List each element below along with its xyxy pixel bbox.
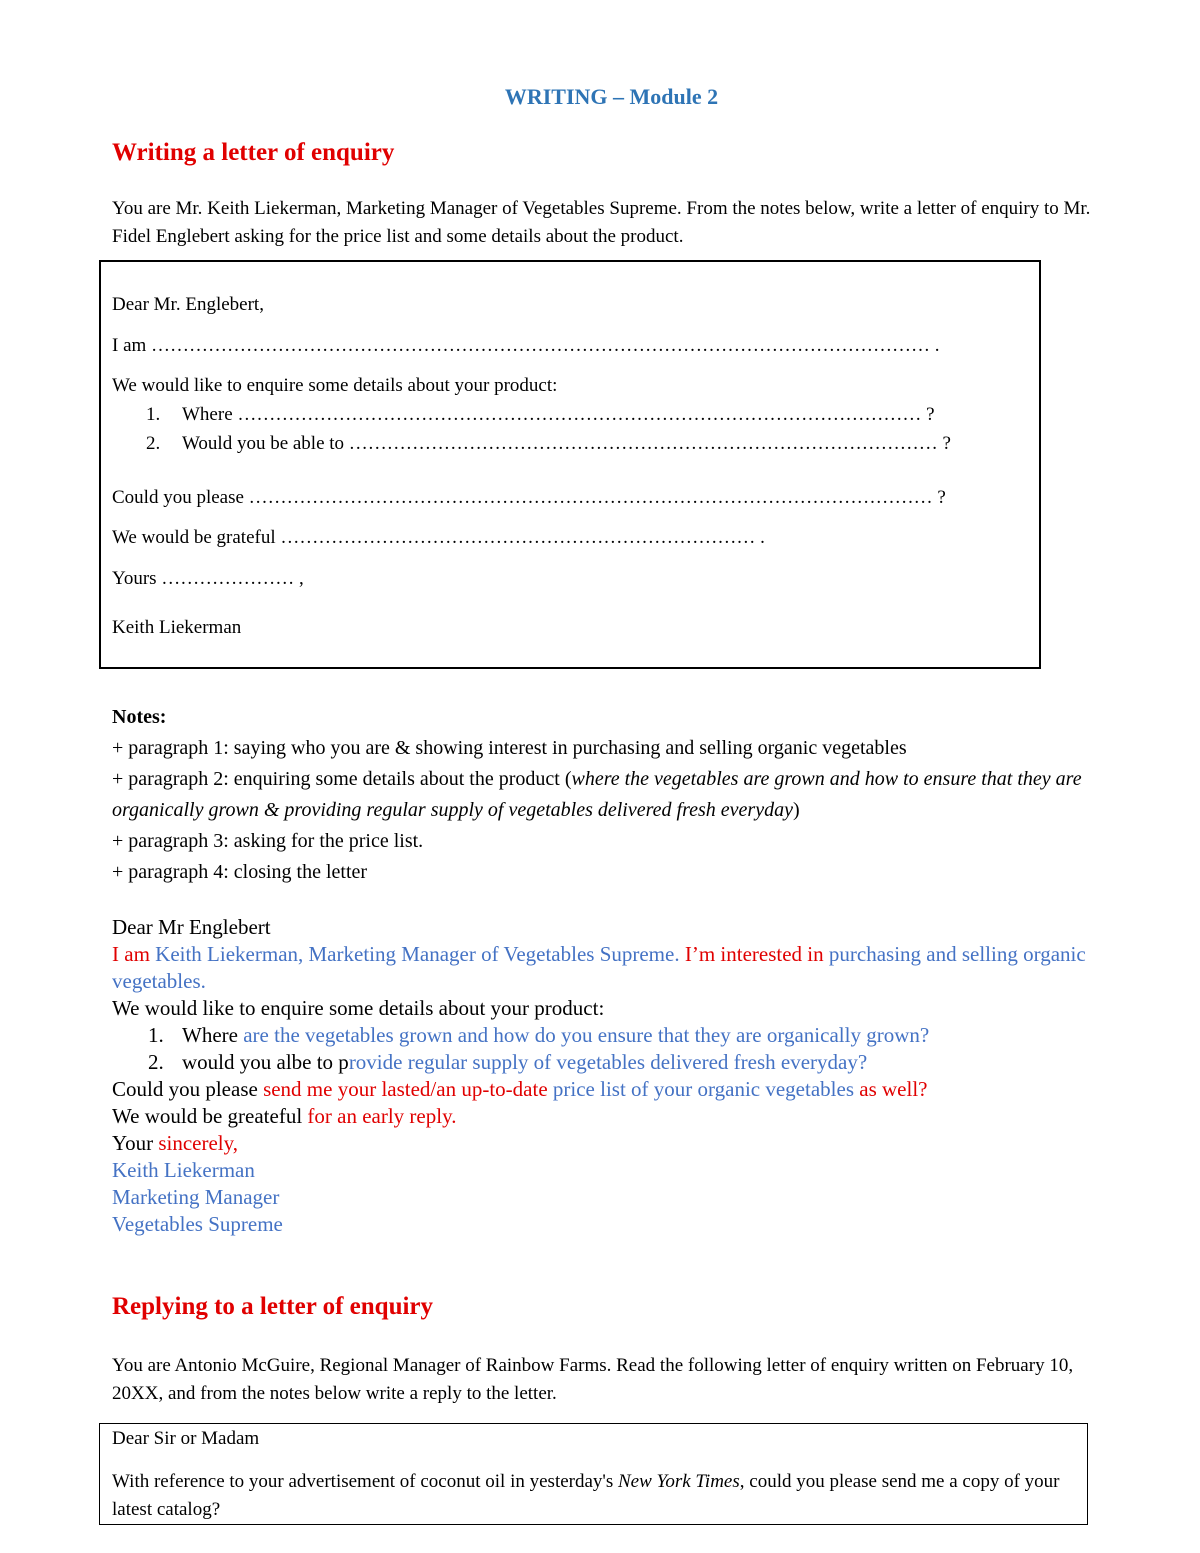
notes-section: [112, 702, 1102, 888]
answer-item: 2. would you albe to provide regular supply of vegetables delivered fresh everyday?: [148, 1050, 868, 1074]
template-line-yours: Yours ………………… ,: [112, 568, 304, 589]
answer-signature-name: Keith Liekerman: [112, 1158, 255, 1182]
notes-label: Notes:: [112, 706, 167, 728]
answer-enquire: We would like to enquire some details about your product:: [112, 996, 605, 1020]
template-line-could: Could you please ……………………………………………………………………………………………… ?: [112, 487, 946, 508]
answer-greeting: Dear Mr Englebert: [112, 915, 271, 939]
template-item-where: Where ……………………………………………………………………………………………… ?: [182, 404, 935, 425]
enquiry-letter-box: [99, 1423, 1088, 1525]
note-paragraph-3: + paragraph 3: asking for the price list.: [112, 830, 424, 852]
template-item-number: 1.: [146, 404, 161, 425]
note-paragraph-2: + paragraph 2: enquiring some details about the product (where the vegetables are grown and how to ensure that they are organically grown & providing regular supply of vegetables delivered fresh everyday): [112, 768, 1082, 821]
answer-grateful: We would be greateful for an early reply.: [112, 1104, 457, 1128]
letter-template-box: [99, 260, 1041, 669]
template-signature: Keith Liekerman: [112, 617, 242, 638]
template-greeting: Dear Mr. Englebert,: [112, 294, 264, 315]
note-paragraph-1: + paragraph 1: saying who you are & showing interest in purchasing and selling organic vegetables: [112, 737, 907, 759]
template-line-i-am: I am …………………………………………………………………………………………………………… .: [112, 335, 940, 356]
enquiry-letter-body: With reference to your advertisement of coconut oil in yesterday's New York Times, could you please send me a copy of your latest catalog?: [112, 1471, 1060, 1520]
template-item-able: Would you be able to ………………………………………………………………………………… ?: [182, 433, 951, 454]
answer-signature-company: Vegetables Supreme: [112, 1212, 283, 1236]
page-title: WRITING – Module 2: [504, 84, 719, 109]
template-line-enquire: We would like to enquire some details about your product:: [112, 375, 558, 396]
answer-closing: Your sincerely,: [112, 1131, 238, 1155]
section-heading-reply: Replying to a letter of enquiry: [112, 1293, 434, 1320]
section-intro-reply: You are Antonio McGuire, Regional Manager of Rainbow Farms. Read the following letter of enquiry written on February 10, 20XX, and from the notes below write a reply to the letter.: [112, 1355, 1074, 1404]
answer-signature-title: Marketing Manager: [112, 1185, 280, 1209]
template-item-number: 2.: [146, 433, 161, 454]
section-intro-enquiry: You are Mr. Keith Liekerman, Marketing Manager of Vegetables Supreme. From the notes below, write a letter of enquiry to Mr. Fidel Englebert asking for the price list and some details about the product.: [112, 198, 1091, 247]
template-line-grateful: We would be grateful ………………………………………………………………… .: [112, 527, 765, 548]
answer-letter: [112, 914, 1112, 1238]
section-heading-enquiry: Writing a letter of enquiry: [112, 139, 395, 166]
answer-intro: I am Keith Liekerman, Marketing Manager of Vegetables Supreme. I’m interested in purchasing and selling organic vegetables.: [112, 942, 1086, 993]
note-paragraph-4: + paragraph 4: closing the letter: [112, 861, 368, 883]
enquiry-letter-greeting: Dear Sir or Madam: [112, 1428, 260, 1449]
answer-could: Could you please send me your lasted/an up-to-date price list of your organic vegetables as well?: [112, 1077, 928, 1101]
answer-item: 1. Where are the vegetables grown and how do you ensure that they are organically grown?: [148, 1023, 930, 1047]
